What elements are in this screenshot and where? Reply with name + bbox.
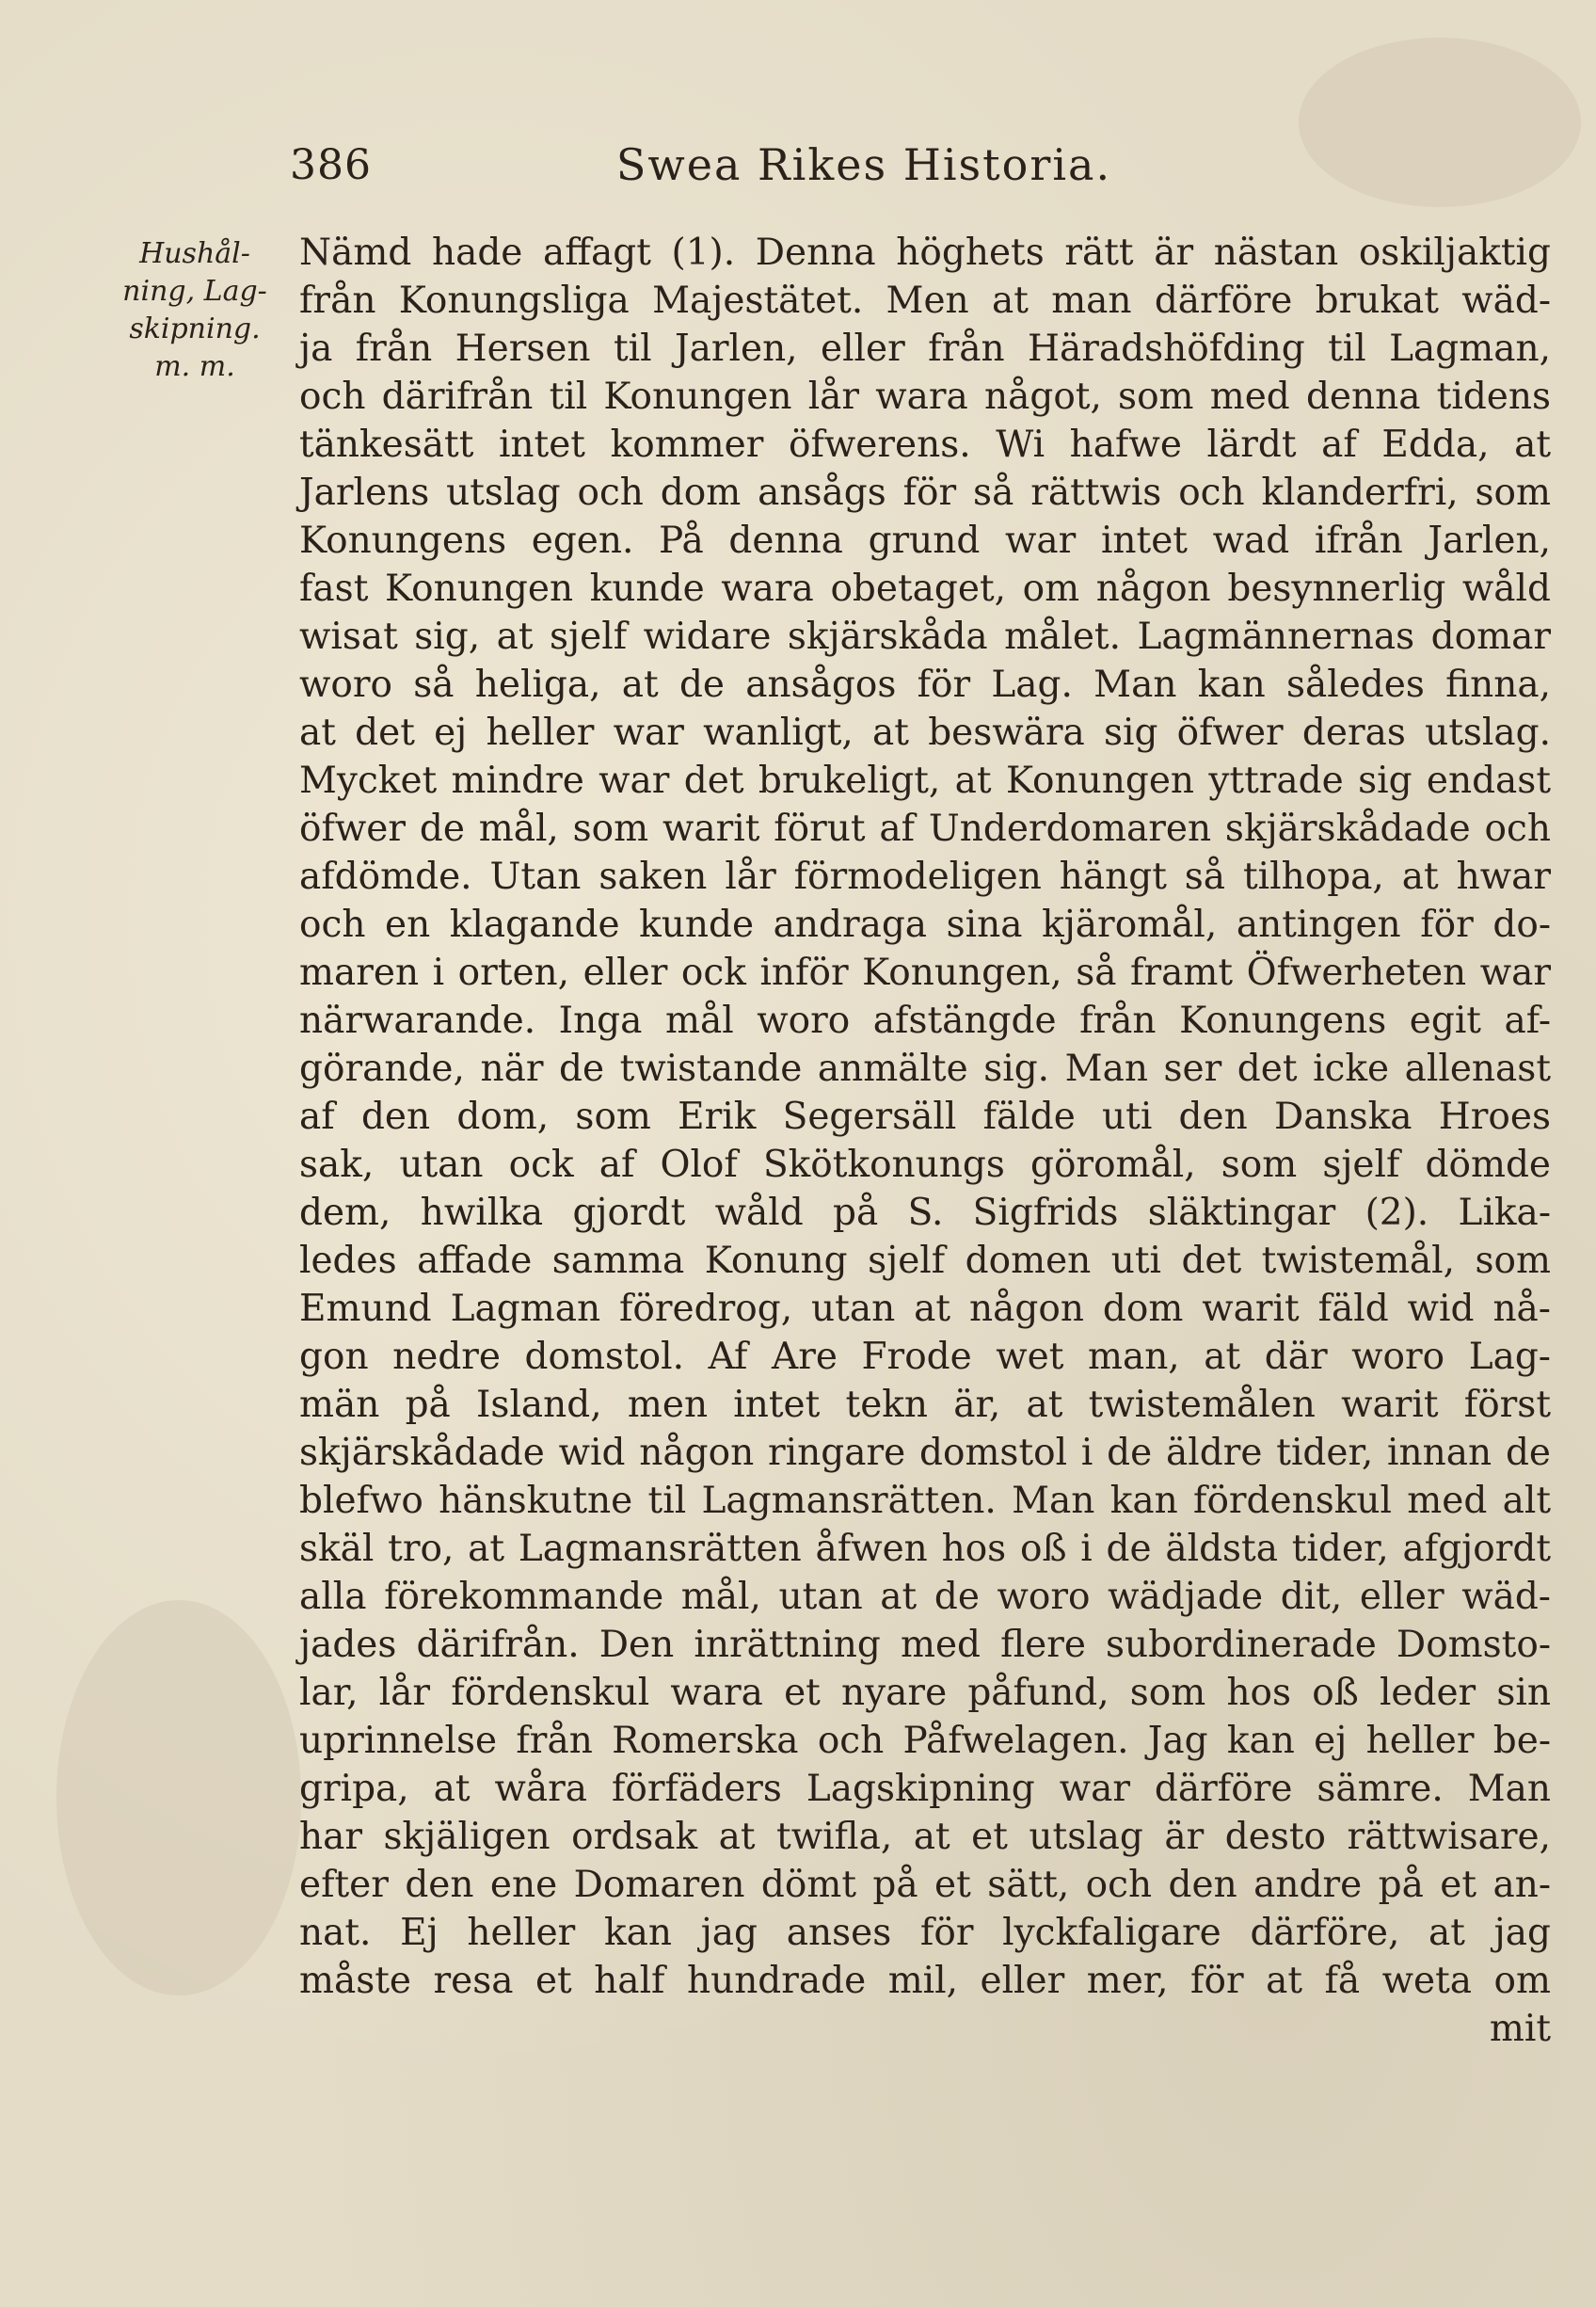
text-line: wisat sig, at sjelf widare skjärskåda målet. Lagmännernas domar (299, 616, 1551, 658)
text-line: har skjäligen ordsak at twifla, at et utslag är desto rättwisare, (299, 1816, 1551, 1858)
marginal-note-line: skipning. (129, 312, 261, 345)
text-line: afdömde. Utan saken lår förmodeligen hängt så tilhopa, at hwar (299, 856, 1551, 898)
text-line: alla förekommande mål, utan at de woro wädjade dit, eller wäd- (299, 1576, 1551, 1618)
text-line: Mycket mindre war det brukeligt, at Konungen yttrade sig endast (299, 760, 1551, 802)
text-line: Nämd hade affagt (1). Denna höghets rätt är nästan oskiljaktig (299, 232, 1551, 274)
text-line: nat. Ej heller kan jag anses för lyckfaligare därföre, at jag (299, 1912, 1551, 1954)
text-line: från Konungsliga Majestätet. Men at man därföre brukat wäd- (299, 280, 1551, 322)
text-line: Emund Lagman föredrog, utan at någon dom warit fäld wid nå- (299, 1288, 1551, 1330)
text-line: woro så heliga, at de ansågos för Lag. Man kan således finna, (299, 664, 1551, 706)
body-text (299, 229, 1551, 2053)
marginal-note-line: m. m. (154, 350, 235, 383)
running-title: Swea Rikes Historia. (615, 139, 1112, 190)
text-line: dem, hwilka gjordt wåld på S. Sigfrids släktingar (2). Lika- (299, 1192, 1551, 1234)
text-line: efter den ene Domaren dömt på et sätt, och den andre på et an- (299, 1864, 1551, 1906)
page-number: 386 (290, 141, 372, 189)
text-line: at det ej heller war wanligt, at beswära sig öfwer deras utslag. (299, 712, 1551, 754)
text-line: gon nedre domstol. Af Are Frode wet man, at där woro Lag- (299, 1336, 1551, 1378)
text-line: tänkesätt intet kommer öfwerens. Wi hafwe lärdt af Edda, at (299, 424, 1551, 466)
text-line: görande, när de twistande anmälte sig. Man ser det icke allenast (299, 1048, 1551, 1090)
marginal-note (105, 235, 284, 386)
text-line: uprinnelse från Romerska och Påfwelagen. Jag kan ej heller be- (299, 1720, 1551, 1762)
text-line: måste resa et half hundrade mil, eller mer, för at få weta om (299, 1960, 1551, 2002)
text-line: lar, lår fördenskul wara et nyare påfund, som hos oß leder sin (299, 1672, 1551, 1714)
marginal-note-line: Hushål- (139, 237, 250, 270)
text-line: skäl tro, at Lagmansrätten åfwen hos oß i de äldsta tider, afgjordt (299, 1528, 1551, 1570)
text-line: maren i orten, eller ock inför Konungen, så framt Öfwerheten war (299, 952, 1551, 994)
catchword: mit (1489, 2008, 1551, 2050)
text-line: fast Konungen kunde wara obetaget, om någon besynnerlig wåld (299, 568, 1551, 610)
text-line: närwarande. Inga mål woro afstängde från Konungens egit af- (299, 1000, 1551, 1042)
text-line: och därifrån til Konungen lår wara något, som med denna tidens (299, 376, 1551, 418)
text-line: skjärskådade wid någon ringare domstol i de äldre tider, innan de (299, 1432, 1551, 1474)
text-line: blefwo hänskutne til Lagmansrätten. Man kan fördenskul med alt (299, 1480, 1551, 1522)
text-line: jades därifrån. Den inrättning med flere subordinerade Domsto- (299, 1624, 1551, 1666)
text-line: sak, utan ock af Olof Skötkonungs göromål, som sjelf dömde (299, 1144, 1551, 1186)
text-line: gripa, at wåra förfäders Lagskipning war därföre sämre. Man (299, 1768, 1551, 1810)
text-line: af den dom, som Erik Segersäll fälde uti den Danska Hroes (299, 1096, 1551, 1138)
paper-stain (56, 1600, 301, 1995)
marginal-note-line: ning, Lag- (122, 275, 267, 308)
text-line: män på Island, men intet tekn är, at twistemålen warit först (299, 1384, 1551, 1426)
text-line: Jarlens utslag och dom ansågs för så rättwis och klanderfri, som (299, 472, 1551, 514)
text-line: och en klagande kunde andraga sina kjäromål, antingen för do- (299, 904, 1551, 946)
text-line: ja från Hersen til Jarlen, eller från Häradshöfding til Lagman, (299, 328, 1551, 370)
text-line: Konungens egen. På denna grund war intet wad ifrån Jarlen, (299, 520, 1551, 562)
text-line: öfwer de mål, som warit förut af Underdomaren skjärskådade och (299, 808, 1551, 850)
text-line: ledes affade samma Konung sjelf domen uti det twistemål, som (299, 1240, 1551, 1282)
